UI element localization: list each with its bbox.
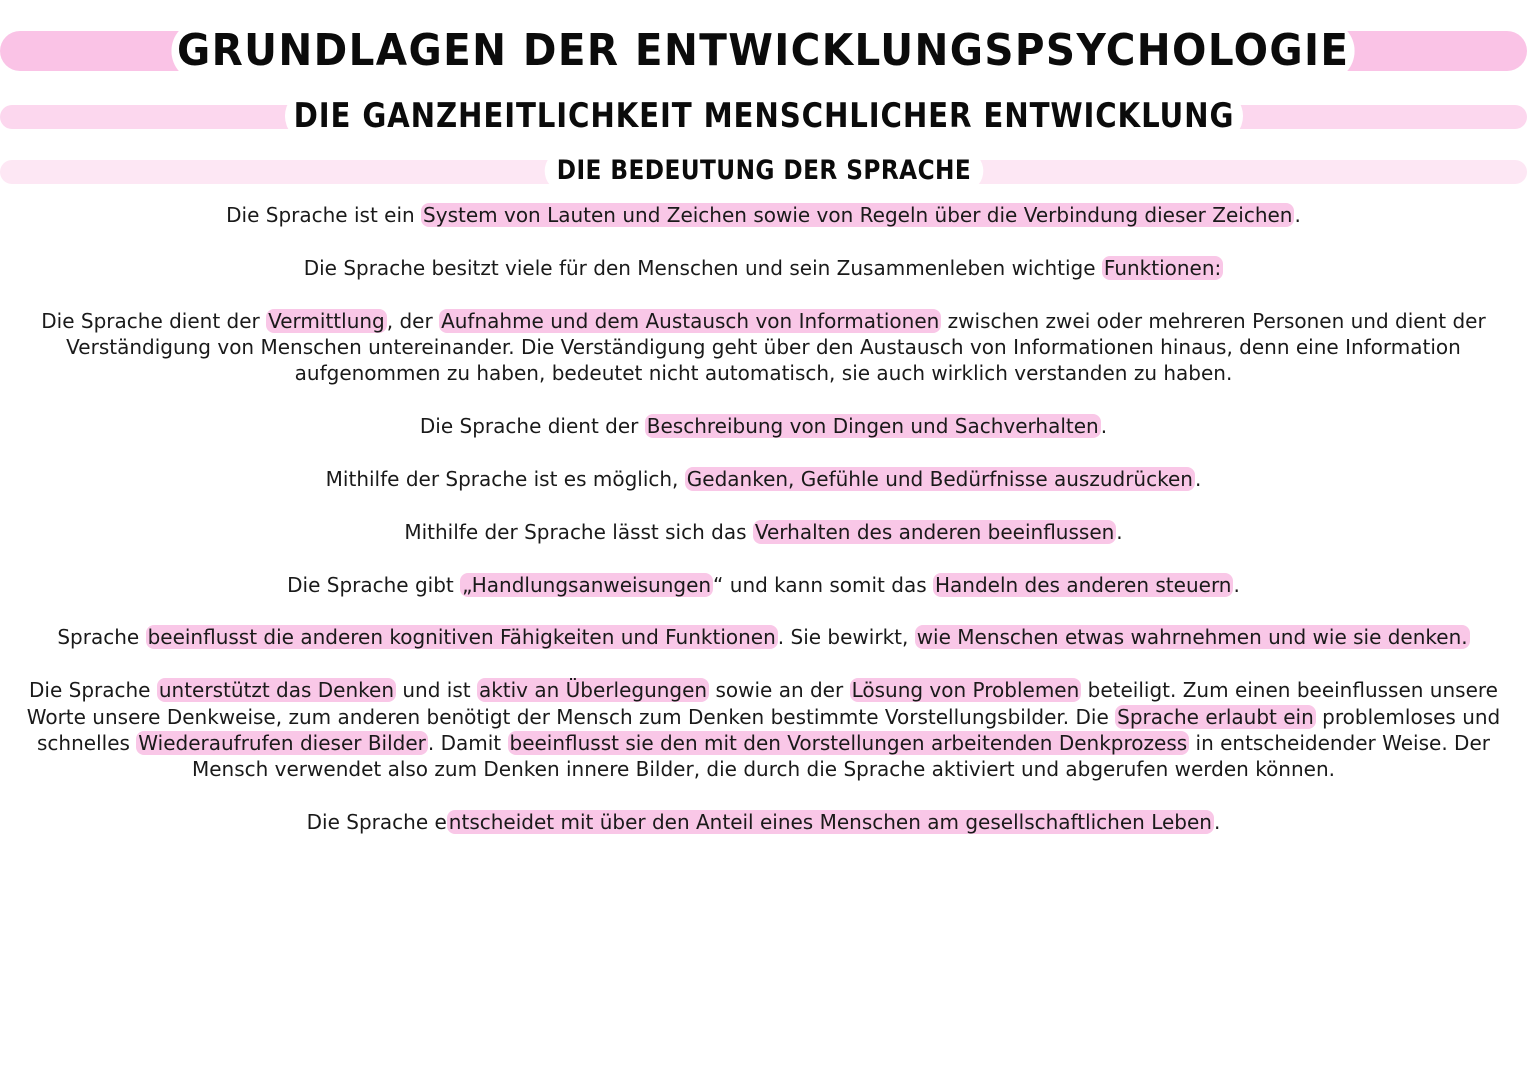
- subtitle-band: [0, 92, 1527, 142]
- text-run: .: [1294, 203, 1301, 227]
- highlight: Wiederaufrufen dieser Bilder: [138, 731, 426, 755]
- section-title-band: [0, 152, 1527, 192]
- text-run: und ist: [396, 678, 477, 703]
- highlight: aktiv an Überlegungen: [478, 678, 708, 703]
- text-run: .: [1100, 414, 1108, 439]
- text-run: zwischen zwei oder mehreren Personen und dient der Verständigung von Menschen untereinander. Die Verständigung geht über den Austausch von Informationen hinaus, denn eine Information aufgenommen zu haben, bedeutet nicht automatisch, sie auch wirklich verstanden zu haben.: [66, 308, 1486, 386]
- text-run: Die Sprache besitzt viele für den Menschen und sein Zusammenleben wichtige: [303, 255, 1102, 280]
- highlight: beeinflusst die anderen kognitiven Fähigkeiten und Funktionen: [147, 625, 776, 650]
- main-title-band: [0, 22, 1527, 82]
- highlight: Gedanken, Gefühle und Bedürfnisse auszudrücken: [686, 467, 1193, 491]
- highlight: wie Menschen etwas wahrnehmen und wie sie denken.: [916, 625, 1468, 650]
- main-title: GRUNDLAGEN DER ENTWICKLUNGSPSYCHOLOGIE: [172, 22, 1356, 80]
- text-run: Die Sprache ist ein: [226, 203, 422, 227]
- paragraph-society: [18, 809, 1509, 835]
- highlight: Aufnahme und dem Austausch von Informationen: [441, 308, 940, 333]
- paragraph-functions-intro: [18, 255, 1509, 281]
- text-run: Die Sprache dient der: [419, 414, 645, 439]
- highlight: ntscheidet mit über den Anteil eines Menschen am gesellschaftlichen Leben: [448, 810, 1212, 835]
- paragraph-thinking: [18, 677, 1509, 783]
- body-text: [18, 202, 1509, 862]
- paragraph-communication: [18, 308, 1509, 387]
- paragraph-instructions: [18, 572, 1509, 598]
- text-run: .: [1116, 519, 1123, 544]
- highlight: Beschreibung von Dingen und Sachverhalten: [646, 414, 1099, 439]
- text-run: . Damit: [427, 731, 508, 755]
- text-run: Mithilfe der Sprache lässt sich das: [404, 519, 753, 544]
- text-run: Die Sprache e: [306, 810, 447, 835]
- text-run: sowie an der: [709, 678, 850, 703]
- text-run: beteiligt. Zum einen beeinflussen unsere Worte unsere Denkweise, zum anderen benötigt der Mensch zum Denken bestimmte Vorstellungsbilder. Die: [26, 678, 1498, 729]
- text-run: , der: [386, 308, 440, 333]
- highlight: „Handlungsanweisungen: [462, 572, 712, 597]
- text-run: Sprache: [57, 625, 146, 650]
- text-run: .: [1213, 810, 1221, 835]
- text-run: in entscheidender Weise. Der Mensch verwendet also zum Denken innere Bilder, die durch die Sprache aktiviert und abgerufen werden können.: [191, 731, 1490, 782]
- paragraph-influence: [18, 519, 1509, 545]
- paragraph-expression: [18, 466, 1509, 492]
- highlight: Sprache erlaubt ein: [1117, 704, 1314, 729]
- highlight: unterstützt das Denken: [158, 678, 394, 703]
- text-run: “ und kann somit das: [713, 572, 933, 597]
- subtitle: DIE GANZHEITLICHKEIT MENSCHLICHER ENTWICKLUNG: [285, 92, 1243, 140]
- text-run: Die Sprache: [29, 678, 157, 703]
- text-run: .: [1194, 467, 1202, 491]
- text-run: Die Sprache dient der: [41, 308, 267, 333]
- text-run: . Sie bewirkt,: [777, 625, 915, 650]
- paragraph-description: [18, 413, 1509, 439]
- highlight: Lösung von Problemen: [851, 678, 1080, 703]
- highlight: beeinflusst sie den mit den Vorstellungen arbeitenden Denkprozess: [509, 731, 1188, 755]
- text-run: problemloses und schnelles: [37, 704, 1501, 755]
- paragraph-definition: [18, 202, 1509, 228]
- highlight: Handeln des anderen steuern: [935, 572, 1232, 597]
- highlight: Funktionen:: [1103, 255, 1222, 280]
- highlight: Verhalten des anderen beeinflussen: [754, 519, 1115, 544]
- text-run: Die Sprache gibt: [287, 572, 461, 597]
- text-run: Mithilfe der Sprache ist es möglich,: [325, 467, 685, 491]
- paragraph-cognition: [18, 624, 1509, 650]
- text-run: .: [1233, 572, 1240, 597]
- section-title: DIE BEDEUTUNG DER SPRACHE: [544, 152, 983, 190]
- highlight: System von Lauten und Zeichen sowie von Regeln über die Verbindung dieser Zeichen: [423, 203, 1293, 227]
- highlight: Vermittlung: [268, 308, 385, 333]
